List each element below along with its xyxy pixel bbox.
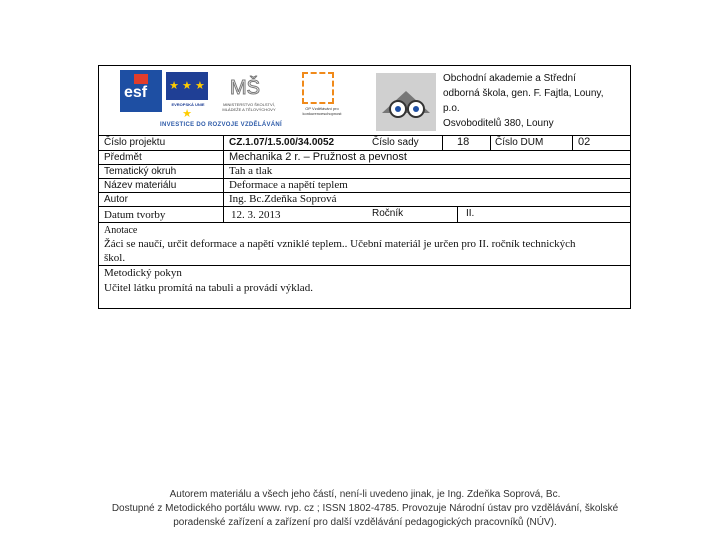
label-cislo-sady: Číslo sady [372, 137, 419, 148]
value-predmet: Mechanika 2 r. – Pružnost a pevnost [229, 151, 407, 163]
label-rocnik: Ročník [372, 208, 404, 219]
anotace-text-line2: škol. [104, 252, 126, 264]
school-address-line: Osvoboditelů 380, Louny [443, 118, 554, 129]
value-cislo-sady: 18 [457, 136, 470, 148]
value-tematicky-okruh: Tah a tlak [229, 165, 273, 177]
school-logo-icon [376, 73, 436, 131]
slogan: INVESTICE DO ROZVOJE VZDĚLÁVÁNÍ [160, 122, 282, 128]
label-cislo-projektu: Číslo projektu [104, 137, 166, 148]
table-top-line [98, 135, 631, 136]
row-divider [98, 192, 631, 193]
value-nazev-materialu: Deformace a napětí teplem [229, 179, 348, 191]
label-predmet: Předmět [104, 152, 142, 163]
op-caption: OP Vzdělávání pro konkurenceschopnost [302, 106, 342, 116]
row-divider [98, 178, 631, 179]
msmt-logo [228, 70, 262, 102]
footer-attribution [80, 488, 650, 530]
footer-line3: poradenské zařízení a zařízení pro další vzdělávání pedagogických pracovníků (NÚV). [173, 517, 557, 528]
metodicky-pokyn-text: Učitel látku promítá na tabuli a provádí výklad. [104, 282, 313, 294]
row-divider [98, 164, 631, 165]
anotace-text-line1: Žáci se naučí, určit deformace a napětí vzniklé teplem.. Učební materiál je určen pro II. ročník technických [104, 238, 576, 250]
column-divider [572, 135, 573, 150]
metodicky-pokyn-label: Metodický pokyn [104, 267, 182, 279]
value-cislo-projektu: CZ.1.07/1.5.00/34.0052 [229, 137, 335, 148]
column-divider [223, 135, 224, 222]
anotace-label: Anotace [104, 225, 138, 236]
column-divider [442, 135, 443, 150]
value-datum-tvorby: 12. 3. 2013 [231, 209, 281, 221]
svg-text:MŠ: MŠ [230, 77, 260, 99]
label-autor: Autor [104, 194, 128, 205]
label-tematicky-okruh: Tematický okruh [104, 166, 177, 177]
footer-line2: Dostupné z Metodického portálu www. rvp. cz ; ISSN 1802-4785. Provozuje Národní ústav pro vzdělávání, školské [111, 503, 619, 514]
school-name-line3: p.o. [443, 103, 460, 114]
footer-line1: Autorem materiálu a všech jeho částí, není-li uvedeno jinak, je Ing. Zdeňka Soprová, Bc. [169, 489, 561, 500]
school-name-line1: Obchodní akademie a Střední [443, 73, 576, 84]
eu-caption: EVROPSKÁ UNIE [171, 102, 205, 107]
column-divider [490, 135, 491, 150]
label-cislo-dum: Číslo DUM [495, 137, 544, 148]
value-cislo-dum: 02 [578, 136, 591, 148]
row-divider [98, 222, 631, 223]
logo-banner [118, 66, 373, 134]
msmt-caption: MINISTERSTVO ŠKOLSTVÍ, MLÁDEŽE A TĚLOVÝCHOVY [222, 102, 276, 112]
school-name-line2: odborná škola, gen. F. Fajtla, Louny, [443, 88, 604, 99]
school-address [443, 71, 629, 131]
op-vk-logo [302, 72, 334, 104]
label-nazev-materialu: Název materiálu [104, 180, 177, 191]
row-divider [98, 206, 631, 207]
label-datum-tvorby: Datum tvorby [104, 209, 166, 221]
esf-logo: esf [120, 70, 162, 112]
column-divider [457, 206, 458, 222]
eu-flag-logo: ★ ★ ★ ★ [166, 72, 208, 100]
value-autor: Ing. Bc.Zdeňka Soprová [229, 193, 337, 205]
value-rocnik: II. [466, 208, 475, 219]
